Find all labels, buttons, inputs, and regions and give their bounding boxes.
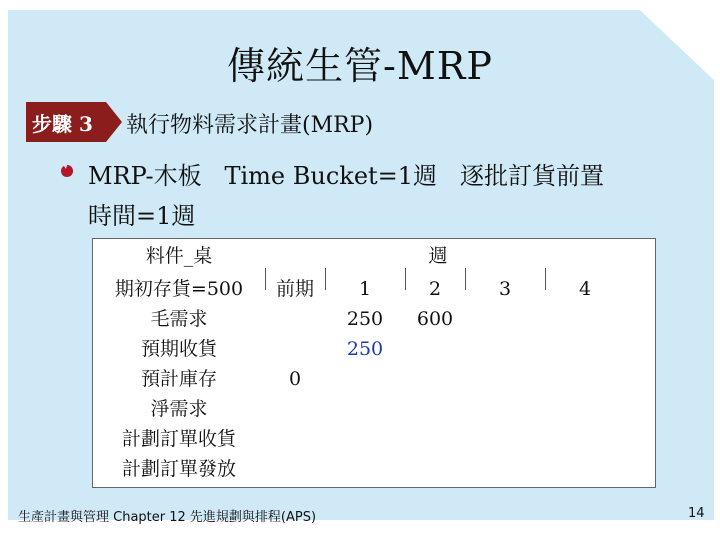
period-header-4: 4 — [578, 278, 592, 300]
row-label-projected-inventory: 預計庫存 — [140, 368, 217, 390]
bullet-icon — [60, 164, 74, 178]
projected-inventory-previous: 0 — [288, 368, 302, 390]
week-header: 週 — [428, 245, 448, 267]
period-header-1: 1 — [358, 278, 372, 300]
previous-period-header: 前期 — [275, 278, 314, 300]
scheduled-receipt-week-1: 250 — [346, 338, 384, 360]
gross-requirement-week-1: 250 — [346, 308, 384, 330]
period-header-3: 3 — [498, 278, 512, 300]
row-label-net-requirements: 淨需求 — [150, 398, 208, 420]
step-badge — [26, 100, 122, 144]
row-label-scheduled-receipts: 預期收貨 — [140, 338, 217, 360]
footer-text: 生產計畫與管理 Chapter 12 先進規劃與排程(APS) — [18, 510, 317, 525]
page-number: 14 — [688, 506, 705, 521]
period-header-2: 2 — [428, 278, 442, 300]
step-label: 步驟 3 — [32, 112, 93, 136]
part-label: 料件_桌 — [145, 245, 213, 267]
row-label-planned-order-receipts: 計劃訂單收貨 — [121, 428, 236, 450]
mrp-table — [92, 238, 656, 488]
beginning-inventory-label: 期初存貨=500 — [114, 278, 244, 300]
row-label-gross-requirements: 毛需求 — [150, 308, 208, 330]
slide-title: 傳統生管-MRP — [227, 44, 493, 88]
gross-requirement-week-2: 600 — [416, 308, 454, 330]
step-text: 執行物料需求計畫(MRP) — [126, 113, 374, 138]
bullet-text-line-1: MRP-木板 Time Bucket=1週 逐批訂貨前置 — [88, 162, 604, 190]
row-label-planned-order-releases: 計劃訂單發放 — [121, 458, 236, 480]
bullet-text-line-2: 時間=1週 — [88, 202, 196, 230]
